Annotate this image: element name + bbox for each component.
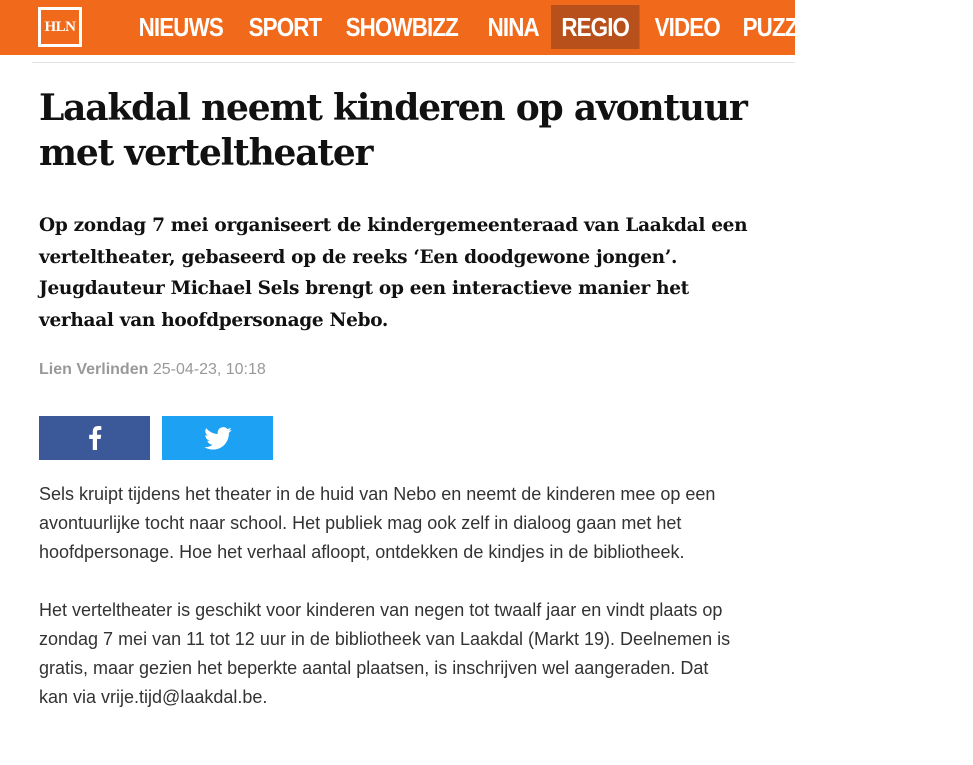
- publish-date: 25-04-23, 10:18: [152, 361, 266, 378]
- article-lead: Op zondag 7 mei organiseert de kindergemeenteraad van Laakdal een verteltheater, gebaseerd op de reeks ‘Een doodgewone jongen’. Jeugdauteur Michael Sels brengt op een interactieve manier het verhaal van hoofdpersonage Nebo.: [39, 215, 748, 331]
- twitter-icon: [204, 427, 232, 450]
- article-paragraph-1: Sels kruipt tijdens het theater in de huid van Nebo en neemt de kinderen mee op een avontuurlijke tocht naar school. Het publiek mag ook zelf in dialoog gaan met het hoofdpersonage. Hoe het verhaal afloopt, ontdekken de kindjes in de bibliotheek.: [39, 484, 716, 562]
- twitter-share-button[interactable]: [162, 416, 273, 460]
- main-nav: [130, 0, 973, 55]
- nav-item-showbizz[interactable]: SHOWBIZZ: [345, 12, 458, 42]
- header-divider: [32, 62, 795, 63]
- article-title: Laakdal neemt kinderen op avontuur met verteltheater: [39, 87, 747, 174]
- hln-logo[interactable]: [38, 7, 82, 47]
- facebook-icon: [88, 426, 102, 450]
- nav-item-video[interactable]: VIDEO: [654, 12, 720, 42]
- byline: [39, 361, 266, 379]
- article-paragraph-2: Het verteltheater is geschikt voor kinderen van negen tot twaalf jaar en vindt plaats op zondag 7 mei van 11 tot 12 uur in de bibliotheek van Laakdal (Markt 19). Deelnemen is gratis, maar gezien het beperkte aantal plaatsen, is inschrijven wel aangeraden. Dat kan via vrije.tijd@laakdal.be.: [39, 600, 731, 707]
- nav-item-regio[interactable]: REGIO: [551, 5, 639, 49]
- nav-item-nieuws[interactable]: NIEUWS: [138, 12, 223, 42]
- nav-item-nina[interactable]: NINA: [487, 12, 540, 42]
- nav-item-podcast[interactable]: PODCAST: [849, 12, 953, 42]
- author-name[interactable]: Lien Verlinden: [39, 361, 149, 378]
- nav-item-puzzel[interactable]: PUZZEL: [742, 12, 824, 42]
- logo-text: HLN: [41, 10, 79, 44]
- nav-item-sport[interactable]: SPORT: [248, 12, 322, 42]
- facebook-share-button[interactable]: [39, 416, 150, 460]
- top-navigation-bar: [0, 0, 953, 55]
- article-body: [39, 480, 739, 741]
